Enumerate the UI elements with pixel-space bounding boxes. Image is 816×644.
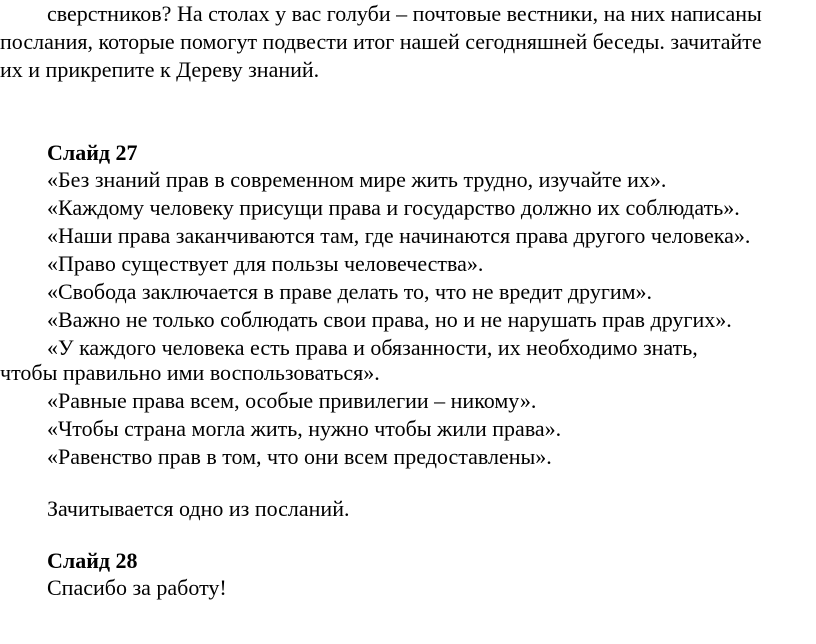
quote-7-part-1: «У каждого человека есть права и обязанности, их необходимо знать, [47,335,698,360]
closing-text: Спасибо за работу! [47,575,227,600]
quote-6: «Важно не только соблюдать свои права, но и не нарушать прав других». [47,307,732,332]
quote-9: «Чтобы страна могла жить, нужно чтобы жили права». [47,416,562,441]
quote-1: «Без знаний прав в современном мире жить трудно, изучайте их». [47,167,667,192]
quote-5: «Свобода заключается в праве делать то, что не вредит другим». [47,279,653,304]
quote-2: «Каждому человеку присущи права и государство должно их соблюдать». [47,195,740,220]
slide-28-heading: Слайд 28 [47,548,138,573]
quote-7-part-2: чтобы правильно ими воспользоваться». [0,360,380,385]
intro-line-1: сверстников? На столах у вас голуби – почтовые вестники, на них написаны [47,1,762,26]
quote-10: «Равенство прав в том, что они всем предоставлены». [47,444,552,469]
quote-3: «Наши права заканчиваются там, где начинаются права другого человека». [47,223,751,248]
reading-note: Зачитывается одно из посланий. [47,496,350,521]
quote-8: «Равные права всем, особые привилегии – никому». [47,388,537,413]
quote-4: «Право существует для пользы человечества». [47,251,484,276]
slide-27-heading: Слайд 27 [47,140,138,165]
intro-line-3: их и прикрепите к Дереву знаний. [0,57,320,82]
intro-line-2: послания, которые помогут подвести итог нашей сегодняшней беседы. зачитайте [0,29,762,54]
